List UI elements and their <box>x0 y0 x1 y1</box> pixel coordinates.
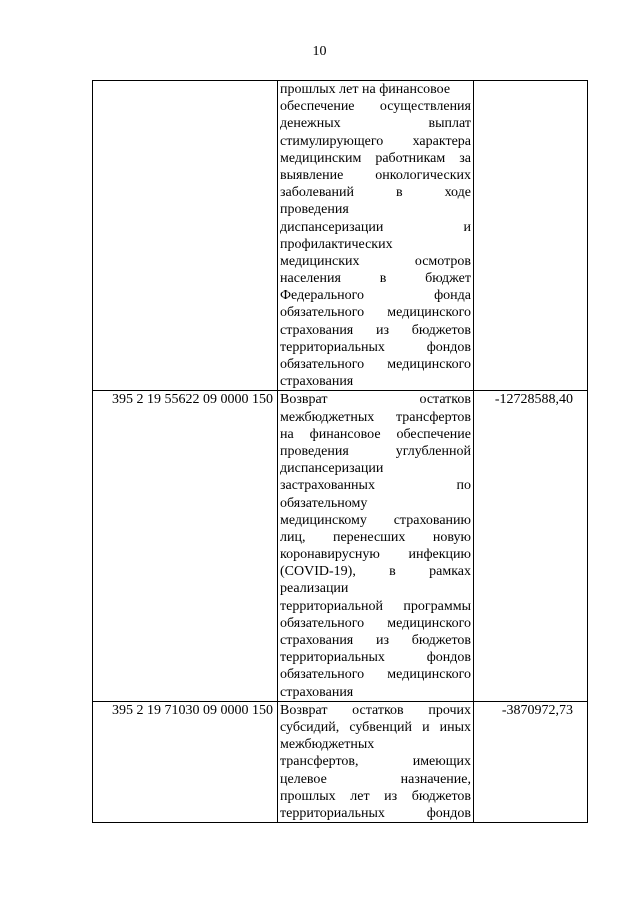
description-line: диспансеризации <box>280 461 384 477</box>
description-line: проведения углубленной <box>280 443 471 459</box>
budget-code-cell: 395 2 19 71030 09 0000 150 <box>93 701 278 822</box>
table-body <box>93 81 588 823</box>
amount-cell: -12728588,40 <box>474 391 588 701</box>
description-line: страхования из бюджетов <box>280 633 471 648</box>
budget-code-cell <box>93 81 278 391</box>
description-line: обязательного медицинского <box>280 305 471 321</box>
description-line: на финансовое обеспечение <box>280 426 471 442</box>
budget-code-cell: 395 2 19 55622 09 0000 150 <box>93 391 278 701</box>
description-line: территориальной программы <box>280 598 471 614</box>
table-row <box>93 81 588 391</box>
description-line: населения в бюджет <box>280 271 471 287</box>
description-line: стимулирующего характера <box>280 133 471 149</box>
description-line: межбюджетных трансфертов <box>280 409 471 425</box>
description-line: Федерального фонда <box>280 288 471 304</box>
description-line: медицинским работникам за <box>280 150 471 166</box>
description-line: Возврат остатков <box>280 392 471 408</box>
description-line: целевое назначение, <box>280 771 471 787</box>
description-line: коронавирусную инфекцию <box>280 547 471 563</box>
description-line: обязательному <box>280 495 368 511</box>
description-line: страхования из бюджетов <box>280 322 471 338</box>
description-line: прошлых лет из бюджетов <box>280 788 471 804</box>
description-line: Возврат остатков прочих <box>280 702 471 718</box>
description-line: реализации <box>280 581 349 597</box>
description-line: (COVID-19), в рамках <box>280 564 471 580</box>
description-line: застрахованных по <box>280 478 471 494</box>
description-line: прошлых лет на финансовое <box>280 82 451 97</box>
amount-cell: -3870972,73 <box>474 701 588 822</box>
description-line: проведения <box>280 202 349 218</box>
budget-table <box>92 80 588 823</box>
description-cell <box>278 81 474 391</box>
description-line: страхования <box>280 684 354 700</box>
description-line: обязательного медицинского <box>280 615 471 631</box>
description-line: территориальных фондов <box>280 805 471 821</box>
description-line: лиц, перенесших новую <box>280 529 471 545</box>
description-line: территориальных фондов <box>280 650 471 666</box>
description-line: медицинскому страхованию <box>280 512 471 528</box>
description-line: обязательного медицинского <box>280 667 471 683</box>
description-cell <box>278 701 474 822</box>
description-line: трансфертов, имеющих <box>280 754 471 770</box>
description-line: обеспечение осуществления <box>280 99 471 115</box>
amount-cell <box>474 81 588 391</box>
description-line: диспансеризации и <box>280 219 471 235</box>
description-line: межбюджетных <box>280 737 375 753</box>
description-line: выявление онкологических <box>280 167 471 183</box>
description-line: профилактических <box>280 236 393 252</box>
table-row <box>93 391 588 701</box>
description-line: страхования <box>280 374 354 390</box>
table-row <box>93 701 588 822</box>
description-line: территориальных фондов <box>280 339 471 355</box>
description-line: субсидий, субвенций и иных <box>280 719 471 735</box>
description-line: медицинских осмотров <box>280 253 471 269</box>
description-line: денежных выплат <box>280 116 471 132</box>
description-line: обязательного медицинского <box>280 357 471 372</box>
description-line: заболеваний в ходе <box>280 185 471 201</box>
description-cell <box>278 391 474 701</box>
page-number: 10 <box>312 44 327 59</box>
